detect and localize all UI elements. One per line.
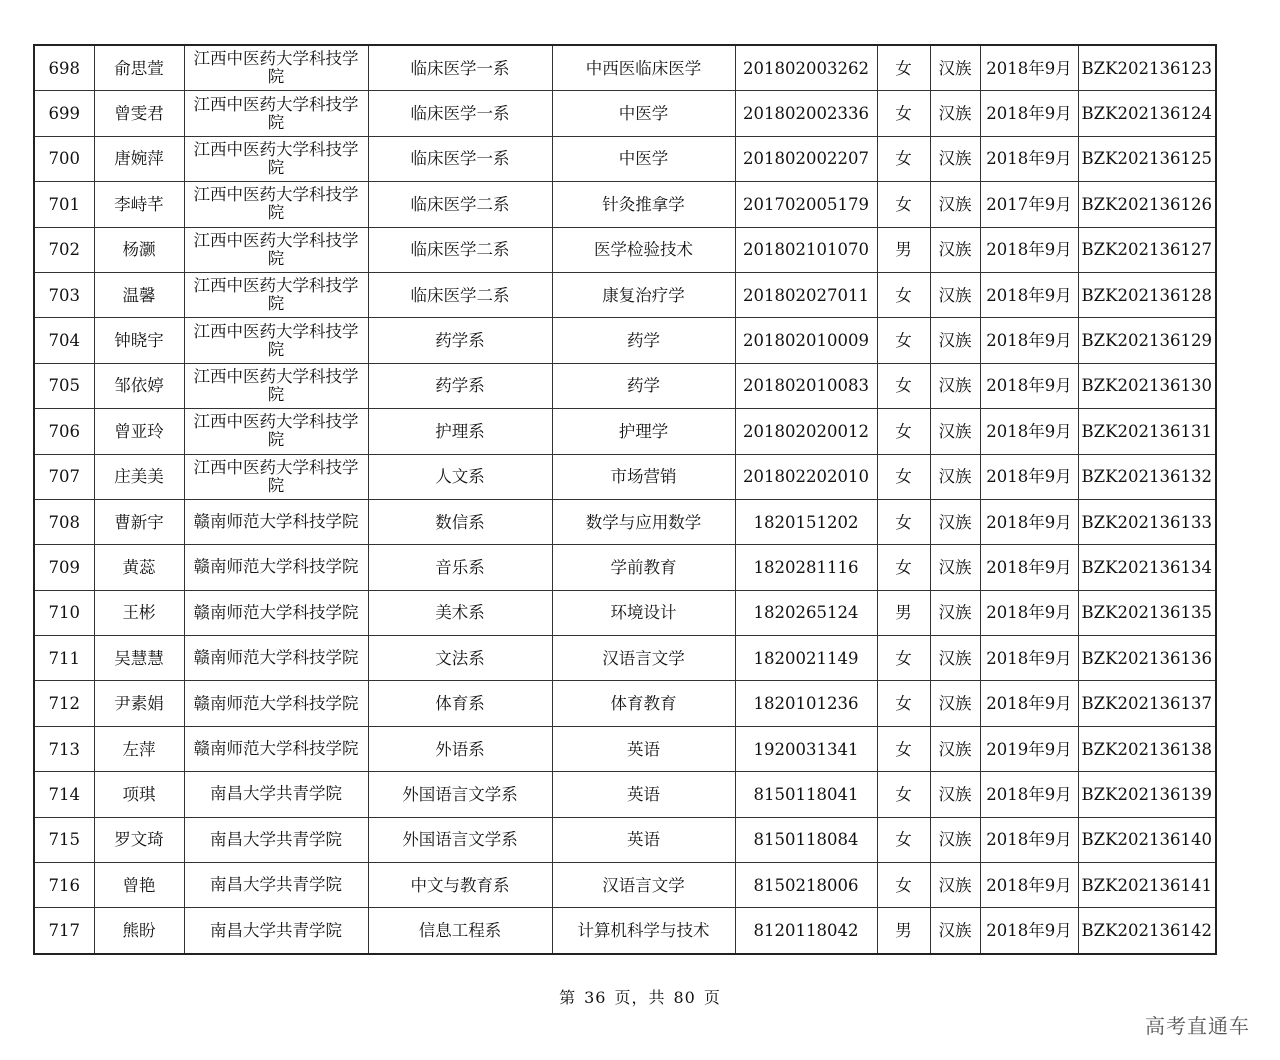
- cell-certificate-number: BZK202136138: [1078, 726, 1216, 771]
- cell-enrollment-date: 2019年9月: [980, 726, 1078, 771]
- cell-school: 江西中医药大学科技学院: [184, 91, 368, 136]
- cell-name: 曾雯君: [94, 91, 184, 136]
- cell-school: 江西中医药大学科技学院: [184, 363, 368, 408]
- cell-major: 学前教育: [552, 545, 735, 590]
- cell-school: 江西中医药大学科技学院: [184, 45, 368, 91]
- cell-department: 数信系: [368, 499, 552, 544]
- cell-department: 外国语言文学系: [368, 772, 552, 817]
- cell-gender: 女: [877, 318, 930, 363]
- cell-ethnicity: 汉族: [930, 726, 980, 771]
- cell-gender: 女: [877, 45, 930, 91]
- cell-number: 700: [34, 136, 94, 181]
- table-row: [34, 772, 1216, 817]
- footer-page-number: 36: [584, 988, 607, 1007]
- cell-major: 康复治疗学: [552, 272, 735, 317]
- cell-ethnicity: 汉族: [930, 772, 980, 817]
- cell-department: 中文与教育系: [368, 863, 552, 908]
- cell-student-id: 201802020012: [735, 409, 877, 454]
- cell-ethnicity: 汉族: [930, 454, 980, 499]
- cell-enrollment-date: 2018年9月: [980, 454, 1078, 499]
- cell-certificate-number: BZK202136136: [1078, 636, 1216, 681]
- cell-major: 环境设计: [552, 590, 735, 635]
- cell-student-id: 201802002207: [735, 136, 877, 181]
- cell-gender: 女: [877, 409, 930, 454]
- cell-certificate-number: BZK202136142: [1078, 908, 1216, 954]
- table-row: [34, 545, 1216, 590]
- table-row: [34, 272, 1216, 317]
- footer-total-pages: 80: [673, 988, 696, 1007]
- cell-enrollment-date: 2018年9月: [980, 227, 1078, 272]
- cell-number: 717: [34, 908, 94, 954]
- cell-number: 704: [34, 318, 94, 363]
- cell-ethnicity: 汉族: [930, 636, 980, 681]
- cell-ethnicity: 汉族: [930, 863, 980, 908]
- cell-gender: 女: [877, 636, 930, 681]
- cell-ethnicity: 汉族: [930, 908, 980, 954]
- cell-student-id: 201802002336: [735, 91, 877, 136]
- cell-student-id: 201702005179: [735, 182, 877, 227]
- cell-name: 黄蕊: [94, 545, 184, 590]
- cell-enrollment-date: 2017年9月: [980, 182, 1078, 227]
- cell-school: 江西中医药大学科技学院: [184, 182, 368, 227]
- table-row: [34, 908, 1216, 954]
- cell-department: 美术系: [368, 590, 552, 635]
- cell-ethnicity: 汉族: [930, 817, 980, 862]
- cell-major: 护理学: [552, 409, 735, 454]
- footer-mid: 页，共: [614, 988, 666, 1007]
- cell-name: 曾亚玲: [94, 409, 184, 454]
- cell-gender: 女: [877, 499, 930, 544]
- cell-student-id: 8150218006: [735, 863, 877, 908]
- cell-enrollment-date: 2018年9月: [980, 817, 1078, 862]
- cell-department: 临床医学二系: [368, 227, 552, 272]
- cell-name: 李峙芊: [94, 182, 184, 227]
- cell-school: 赣南师范大学科技学院: [184, 726, 368, 771]
- cell-major: 药学: [552, 318, 735, 363]
- cell-ethnicity: 汉族: [930, 545, 980, 590]
- cell-department: 文法系: [368, 636, 552, 681]
- cell-name: 唐婉萍: [94, 136, 184, 181]
- cell-major: 中医学: [552, 91, 735, 136]
- cell-gender: 女: [877, 91, 930, 136]
- table-row: [34, 726, 1216, 771]
- cell-certificate-number: BZK202136135: [1078, 590, 1216, 635]
- cell-number: 711: [34, 636, 94, 681]
- cell-number: 715: [34, 817, 94, 862]
- cell-certificate-number: BZK202136137: [1078, 681, 1216, 726]
- table-row: [34, 409, 1216, 454]
- cell-number: 708: [34, 499, 94, 544]
- cell-name: 杨灏: [94, 227, 184, 272]
- cell-school: 赣南师范大学科技学院: [184, 681, 368, 726]
- cell-name: 曹新宇: [94, 499, 184, 544]
- cell-certificate-number: BZK202136128: [1078, 272, 1216, 317]
- cell-major: 市场营销: [552, 454, 735, 499]
- cell-department: 临床医学一系: [368, 91, 552, 136]
- footer-suffix: 页: [703, 988, 721, 1007]
- cell-gender: 女: [877, 772, 930, 817]
- cell-number: 712: [34, 681, 94, 726]
- roster-body: [34, 45, 1216, 954]
- cell-certificate-number: BZK202136139: [1078, 772, 1216, 817]
- cell-department: 药学系: [368, 363, 552, 408]
- cell-certificate-number: BZK202136140: [1078, 817, 1216, 862]
- cell-enrollment-date: 2018年9月: [980, 590, 1078, 635]
- cell-certificate-number: BZK202136125: [1078, 136, 1216, 181]
- table-row: [34, 454, 1216, 499]
- cell-number: 716: [34, 863, 94, 908]
- cell-school: 赣南师范大学科技学院: [184, 590, 368, 635]
- cell-enrollment-date: 2018年9月: [980, 681, 1078, 726]
- cell-gender: 女: [877, 817, 930, 862]
- cell-department: 音乐系: [368, 545, 552, 590]
- cell-ethnicity: 汉族: [930, 318, 980, 363]
- cell-major: 英语: [552, 772, 735, 817]
- cell-enrollment-date: 2018年9月: [980, 499, 1078, 544]
- cell-ethnicity: 汉族: [930, 227, 980, 272]
- cell-name: 温馨: [94, 272, 184, 317]
- cell-major: 中西医临床医学: [552, 45, 735, 91]
- cell-ethnicity: 汉族: [930, 45, 980, 91]
- cell-department: 信息工程系: [368, 908, 552, 954]
- cell-major: 数学与应用数学: [552, 499, 735, 544]
- cell-gender: 女: [877, 272, 930, 317]
- cell-ethnicity: 汉族: [930, 409, 980, 454]
- table-row: [34, 681, 1216, 726]
- cell-school: 江西中医药大学科技学院: [184, 454, 368, 499]
- cell-ethnicity: 汉族: [930, 272, 980, 317]
- cell-school: 江西中医药大学科技学院: [184, 272, 368, 317]
- table-row: [34, 318, 1216, 363]
- cell-department: 临床医学一系: [368, 136, 552, 181]
- cell-gender: 女: [877, 454, 930, 499]
- cell-name: 吴慧慧: [94, 636, 184, 681]
- cell-number: 702: [34, 227, 94, 272]
- cell-ethnicity: 汉族: [930, 499, 980, 544]
- cell-enrollment-date: 2018年9月: [980, 318, 1078, 363]
- cell-department: 护理系: [368, 409, 552, 454]
- cell-major: 汉语言文学: [552, 636, 735, 681]
- table-row: [34, 636, 1216, 681]
- cell-student-id: 201802003262: [735, 45, 877, 91]
- cell-school: 南昌大学共青学院: [184, 817, 368, 862]
- cell-major: 针灸推拿学: [552, 182, 735, 227]
- cell-certificate-number: BZK202136123: [1078, 45, 1216, 91]
- cell-certificate-number: BZK202136133: [1078, 499, 1216, 544]
- cell-number: 703: [34, 272, 94, 317]
- cell-number: 699: [34, 91, 94, 136]
- cell-school: 江西中医药大学科技学院: [184, 227, 368, 272]
- cell-enrollment-date: 2018年9月: [980, 363, 1078, 408]
- cell-school: 南昌大学共青学院: [184, 772, 368, 817]
- cell-name: 左萍: [94, 726, 184, 771]
- cell-enrollment-date: 2018年9月: [980, 772, 1078, 817]
- watermark-text: 高考直通车: [1145, 1014, 1250, 1038]
- cell-enrollment-date: 2018年9月: [980, 545, 1078, 590]
- table-row: [34, 227, 1216, 272]
- cell-major: 计算机科学与技术: [552, 908, 735, 954]
- cell-name: 项琪: [94, 772, 184, 817]
- student-roster-table: [33, 44, 1217, 955]
- cell-number: 705: [34, 363, 94, 408]
- cell-department: 外国语言文学系: [368, 817, 552, 862]
- cell-gender: 男: [877, 227, 930, 272]
- table-row: [34, 45, 1216, 91]
- cell-major: 医学检验技术: [552, 227, 735, 272]
- table-row: [34, 499, 1216, 544]
- cell-name: 俞思萱: [94, 45, 184, 91]
- cell-name: 邹依婷: [94, 363, 184, 408]
- cell-ethnicity: 汉族: [930, 363, 980, 408]
- table-row: [34, 136, 1216, 181]
- cell-student-id: 1820021149: [735, 636, 877, 681]
- cell-gender: 女: [877, 363, 930, 408]
- cell-student-id: 8150118084: [735, 817, 877, 862]
- cell-gender: 女: [877, 681, 930, 726]
- cell-ethnicity: 汉族: [930, 91, 980, 136]
- cell-enrollment-date: 2018年9月: [980, 636, 1078, 681]
- cell-department: 人文系: [368, 454, 552, 499]
- cell-student-id: 8150118041: [735, 772, 877, 817]
- cell-ethnicity: 汉族: [930, 590, 980, 635]
- table-row: [34, 363, 1216, 408]
- cell-name: 曾艳: [94, 863, 184, 908]
- cell-department: 临床医学二系: [368, 182, 552, 227]
- cell-gender: 女: [877, 545, 930, 590]
- cell-number: 706: [34, 409, 94, 454]
- cell-gender: 女: [877, 182, 930, 227]
- cell-student-id: 201802010083: [735, 363, 877, 408]
- cell-major: 中医学: [552, 136, 735, 181]
- cell-department: 临床医学一系: [368, 45, 552, 91]
- cell-ethnicity: 汉族: [930, 681, 980, 726]
- cell-enrollment-date: 2018年9月: [980, 136, 1078, 181]
- cell-certificate-number: BZK202136131: [1078, 409, 1216, 454]
- cell-name: 熊盼: [94, 908, 184, 954]
- cell-department: 药学系: [368, 318, 552, 363]
- cell-number: 714: [34, 772, 94, 817]
- cell-certificate-number: BZK202136132: [1078, 454, 1216, 499]
- page-footer: [0, 985, 1280, 1008]
- table-row: [34, 817, 1216, 862]
- cell-enrollment-date: 2018年9月: [980, 908, 1078, 954]
- cell-certificate-number: BZK202136129: [1078, 318, 1216, 363]
- cell-major: 汉语言文学: [552, 863, 735, 908]
- cell-major: 英语: [552, 726, 735, 771]
- cell-major: 英语: [552, 817, 735, 862]
- cell-number: 713: [34, 726, 94, 771]
- cell-certificate-number: BZK202136127: [1078, 227, 1216, 272]
- cell-certificate-number: BZK202136141: [1078, 863, 1216, 908]
- cell-enrollment-date: 2018年9月: [980, 91, 1078, 136]
- cell-student-id: 1820265124: [735, 590, 877, 635]
- cell-student-id: 201802010009: [735, 318, 877, 363]
- cell-department: 体育系: [368, 681, 552, 726]
- cell-student-id: 8120118042: [735, 908, 877, 954]
- footer-prefix: 第: [559, 988, 577, 1007]
- cell-school: 赣南师范大学科技学院: [184, 499, 368, 544]
- cell-school: 江西中医药大学科技学院: [184, 136, 368, 181]
- cell-ethnicity: 汉族: [930, 136, 980, 181]
- cell-enrollment-date: 2018年9月: [980, 863, 1078, 908]
- cell-number: 709: [34, 545, 94, 590]
- cell-school: 赣南师范大学科技学院: [184, 636, 368, 681]
- cell-enrollment-date: 2018年9月: [980, 272, 1078, 317]
- table-row: [34, 863, 1216, 908]
- cell-major: 药学: [552, 363, 735, 408]
- cell-gender: 女: [877, 726, 930, 771]
- cell-school: 赣南师范大学科技学院: [184, 545, 368, 590]
- cell-certificate-number: BZK202136134: [1078, 545, 1216, 590]
- cell-gender: 女: [877, 863, 930, 908]
- cell-name: 王彬: [94, 590, 184, 635]
- cell-school: 南昌大学共青学院: [184, 863, 368, 908]
- cell-number: 698: [34, 45, 94, 91]
- table-row: [34, 91, 1216, 136]
- cell-number: 701: [34, 182, 94, 227]
- cell-name: 尹素娟: [94, 681, 184, 726]
- cell-name: 罗文琦: [94, 817, 184, 862]
- table-row: [34, 590, 1216, 635]
- cell-enrollment-date: 2018年9月: [980, 409, 1078, 454]
- cell-student-id: 201802202010: [735, 454, 877, 499]
- cell-certificate-number: BZK202136130: [1078, 363, 1216, 408]
- cell-enrollment-date: 2018年9月: [980, 45, 1078, 91]
- cell-school: 江西中医药大学科技学院: [184, 409, 368, 454]
- cell-gender: 男: [877, 590, 930, 635]
- cell-certificate-number: BZK202136126: [1078, 182, 1216, 227]
- cell-student-id: 1920031341: [735, 726, 877, 771]
- cell-major: 体育教育: [552, 681, 735, 726]
- cell-student-id: 1820101236: [735, 681, 877, 726]
- cell-gender: 女: [877, 136, 930, 181]
- cell-student-id: 1820281116: [735, 545, 877, 590]
- cell-student-id: 201802027011: [735, 272, 877, 317]
- table-row: [34, 182, 1216, 227]
- cell-number: 707: [34, 454, 94, 499]
- cell-ethnicity: 汉族: [930, 182, 980, 227]
- cell-certificate-number: BZK202136124: [1078, 91, 1216, 136]
- cell-student-id: 1820151202: [735, 499, 877, 544]
- cell-gender: 男: [877, 908, 930, 954]
- cell-name: 钟晓宇: [94, 318, 184, 363]
- cell-school: 南昌大学共青学院: [184, 908, 368, 954]
- cell-school: 江西中医药大学科技学院: [184, 318, 368, 363]
- cell-student-id: 201802101070: [735, 227, 877, 272]
- cell-department: 外语系: [368, 726, 552, 771]
- cell-department: 临床医学二系: [368, 272, 552, 317]
- cell-name: 庄美美: [94, 454, 184, 499]
- cell-number: 710: [34, 590, 94, 635]
